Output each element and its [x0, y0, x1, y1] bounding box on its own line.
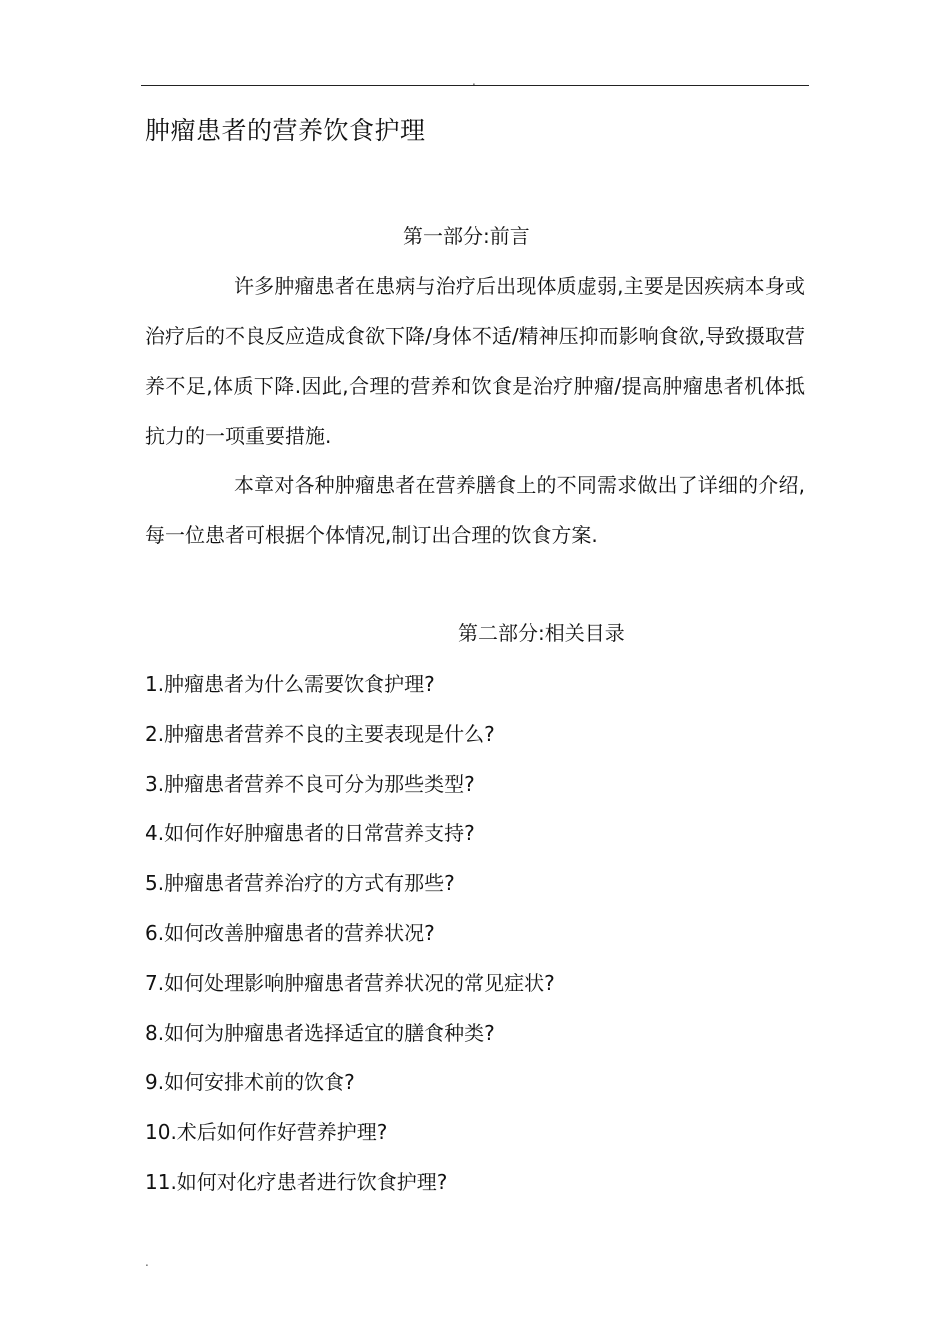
toc-item: 2.肿瘤患者营养不良的主要表现是什么?: [145, 721, 495, 746]
toc-item: 7.如何处理影响肿瘤患者营养状况的常见症状?: [145, 970, 555, 995]
toc-item: 6.如何改善肿瘤患者的营养状况?: [145, 920, 435, 945]
toc-item: 10.术后如何作好营养护理?: [145, 1120, 388, 1145]
section-heading-contents: 第二部分:相关目录: [458, 621, 625, 645]
section-heading-preface: 第一部分:前言: [403, 224, 530, 248]
table-of-contents: [145, 660, 555, 1208]
header-mark: .: [472, 74, 476, 88]
preface-paragraph: 本章对各种肿瘤患者在营养膳食上的不同需求做出了详细的介绍,每一位患者可根据个体情况,制订出合理的饮食方案.: [145, 473, 805, 547]
toc-item: 11.如何对化疗患者进行饮食护理?: [145, 1169, 448, 1194]
toc-item: 3.肿瘤患者营养不良可分为那些类型?: [145, 771, 475, 796]
toc-item: 5.肿瘤患者营养治疗的方式有那些?: [145, 871, 455, 896]
document-title: 肿瘤患者的营养饮食护理: [145, 116, 426, 145]
toc-item: 8.如何为肿瘤患者选择适宜的膳食种类?: [145, 1020, 495, 1045]
toc-item: 4.如何作好肿瘤患者的日常营养支持?: [145, 821, 475, 846]
footer-mark: .: [145, 1255, 149, 1269]
toc-item: 1.肿瘤患者为什么需要饮食护理?: [145, 672, 435, 696]
preface-paragraph: 许多肿瘤患者在患病与治疗后出现体质虚弱,主要是因疾病本身或治疗后的不良反应造成食欲下降/身体不适/精神压抑而影响食欲,导致摄取营养不足,体质下降.因此,合理的营养和饮食是治疗肿瘤/提高肿瘤患者机体抵抗力的一项重要措施.: [145, 274, 805, 448]
toc-item: 9.如何安排术前的饮食?: [145, 1070, 355, 1095]
